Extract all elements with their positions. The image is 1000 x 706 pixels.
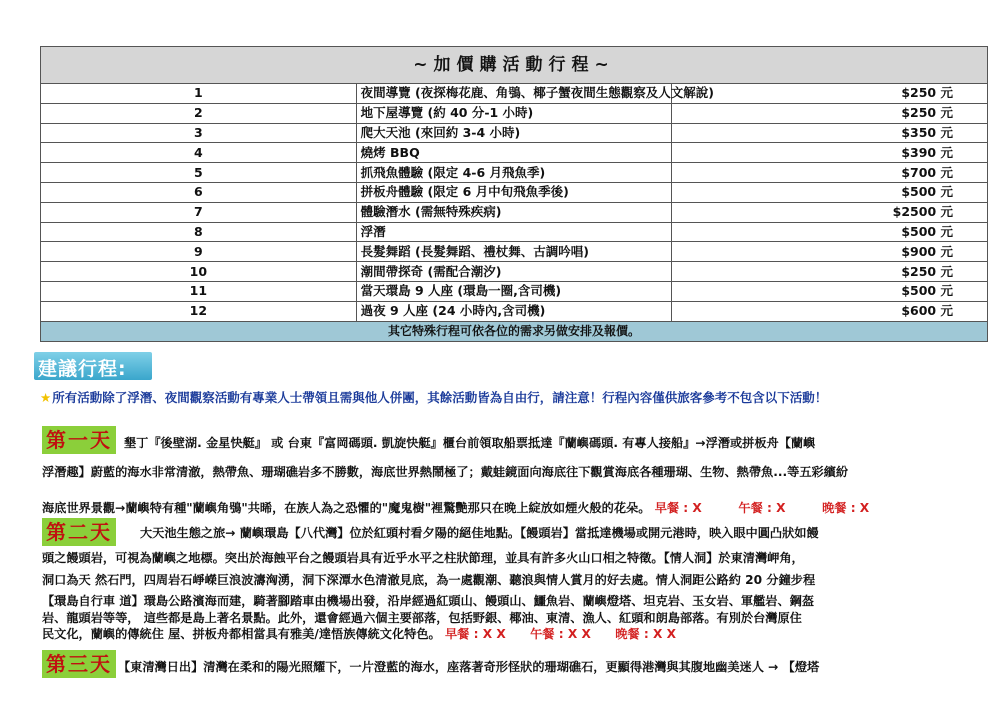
row-number: 11	[41, 281, 357, 301]
day1-line-3	[42, 499, 869, 516]
notice-text: 所有活動除了浮潛、夜間觀察活動有專業人士帶領且需與他人併團，其餘活動皆為自由行，請注意！行程內容僅供旅客參考不包含以下活動！	[52, 390, 828, 405]
row-number: 10	[41, 262, 357, 282]
day3-line-1: 【東清灣日出】清灣在柔和的陽光照耀下，一片澄藍的海水，座落著奇形怪狀的珊瑚礁石，更顯得港灣與其腹地幽美迷人 → 【燈塔	[118, 660, 820, 674]
table-row	[41, 281, 988, 301]
day2-line-3: 洞口為天 然石門，四周岩石崢嶸巨浪波濤洶湧，洞下深潭水色清澈見底，為一處觀潮、聽浪與情人賞月的好去處。情人洞距公路約 20 分鐘步程	[42, 573, 816, 587]
day2-badge: 第二天	[42, 518, 116, 546]
row-number: 12	[41, 301, 357, 321]
day2-text-6: 民文化，蘭嶼的傳統住 屋、拼板舟都相當具有雅美/達悟族傳統文化特色。	[42, 627, 441, 641]
activity-notice	[40, 388, 827, 406]
table-footer-row	[41, 321, 988, 341]
day1-meals: 早餐 : X 午餐 : X 晚餐 : X	[654, 501, 870, 515]
row-price: $500 元	[672, 182, 988, 202]
table-row	[41, 262, 988, 282]
row-price: $350 元	[672, 123, 988, 143]
table-row	[41, 202, 988, 222]
day1-text-3: 海底世界景觀→蘭嶼特有種"蘭嶼角鴞"共晞，在族人為之恐懼的"魔鬼樹"裡驚艷那只在晚上綻放如煙火般的花朵。	[42, 501, 651, 515]
day2-meals: 早餐 : X X 午餐 : X X 晚餐 : X X	[444, 627, 677, 641]
table-row	[41, 84, 988, 104]
row-price: $600 元	[672, 301, 988, 321]
table-row	[41, 222, 988, 242]
row-item: 當天環島 9 人座 (環島一圈,含司機)	[356, 281, 672, 301]
day2-line-2: 頭之饅頭岩，可視為蘭嶼之地標。突出於海蝕平台之饅頭岩具有近乎水平之柱狀節理，並具有許多火山口相之特徵。【情人洞】於東清灣岬角，	[42, 551, 804, 565]
row-number: 7	[41, 202, 357, 222]
day1-line-1: 墾丁『後壁湖. 金星快艇』 或 台東『富岡碼頭. 凱旋快艇』櫃台前領取船票抵達『蘭嶼碼頭. 有專人接船』→浮潛或拼板舟【蘭嶼	[124, 436, 816, 450]
row-item: 體驗潛水 (需無特殊疾病)	[356, 202, 672, 222]
row-item: 燒烤 BBQ	[356, 143, 672, 163]
row-price: $250 元	[672, 103, 988, 123]
day2-line-6	[42, 625, 676, 642]
table-row	[41, 143, 988, 163]
table-row	[41, 301, 988, 321]
table-row	[41, 182, 988, 202]
row-number: 3	[41, 123, 357, 143]
row-number: 1	[41, 84, 357, 104]
day3-badge: 第三天	[42, 650, 116, 678]
row-price: $250 元	[672, 262, 988, 282]
suggested-itinerary-heading	[34, 352, 152, 380]
row-price: $900 元	[672, 242, 988, 262]
row-item: 抓飛魚體驗 (限定 4-6 月飛魚季)	[356, 163, 672, 183]
row-price: $2500 元	[672, 202, 988, 222]
star-icon: ★	[40, 390, 52, 405]
row-item: 過夜 9 人座 (24 小時內,含司機)	[356, 301, 672, 321]
day1-badge: 第一天	[42, 426, 116, 454]
table-row	[41, 103, 988, 123]
table-row	[41, 123, 988, 143]
row-number: 6	[41, 182, 357, 202]
row-item: 地下屋導覽 (約 40 分-1 小時)	[356, 103, 672, 123]
row-number: 4	[41, 143, 357, 163]
row-item: 長髮舞蹈 (長髮舞蹈、禮杖舞、古調吟唱)	[356, 242, 672, 262]
table-title: ~加價購活動行程~	[41, 47, 988, 84]
row-price: $700 元	[672, 163, 988, 183]
table-footer-note: 其它特殊行程可依各位的需求另做安排及報價。	[41, 321, 988, 341]
row-price: $250 元	[672, 84, 988, 104]
row-item: 拼板舟體驗 (限定 6 月中旬飛魚季後)	[356, 182, 672, 202]
table-row	[41, 242, 988, 262]
row-item: 夜間導覽 (夜探梅花鹿、角鴞、椰子蟹夜間生態觀察及人文解說)	[356, 84, 672, 104]
table-header-row	[41, 47, 988, 84]
row-number: 5	[41, 163, 357, 183]
day2-line-4: 【環島自行車 道】環島公路濱海而建，騎著腳踏車由機場出發，沿岸經過紅頭山、饅頭山、鱷魚岩、蘭嶼燈塔、坦克岩、玉女岩、軍艦岩、鋼盔	[42, 594, 815, 608]
row-price: $390 元	[672, 143, 988, 163]
day2-line-1: 大天池生態之旅→ 蘭嶼環島【八代灣】位於紅頭村看夕陽的絕佳地點。【饅頭岩】當抵達機場或開元港時，映入眼中圓凸狀如饅	[140, 526, 819, 540]
table-row	[41, 163, 988, 183]
row-price: $500 元	[672, 281, 988, 301]
row-item: 潮間帶探奇 (需配合潮汐)	[356, 262, 672, 282]
row-price: $500 元	[672, 222, 988, 242]
row-item: 爬大天池 (來回約 3-4 小時)	[356, 123, 672, 143]
day1-line-2: 浮潛趣】蔚藍的海水非常清澈，熱帶魚、珊瑚礁岩多不勝數，海底世界熱鬧極了；戴蛙鏡面向海底往下觀賞海底各種珊瑚、生物、熱帶魚...等五彩繽紛	[42, 465, 849, 479]
row-number: 2	[41, 103, 357, 123]
day2-line-5: 岩、龍頭岩等等， 這些都是島上著名景點。此外，還會經過六個主要部落，包括野銀、椰油、東清、漁人、紅頭和朗島部落。有別於台灣原住	[42, 611, 802, 625]
suggested-itinerary-title: 建議行程:	[38, 358, 127, 380]
row-number: 8	[41, 222, 357, 242]
row-number: 9	[41, 242, 357, 262]
row-item: 浮潛	[356, 222, 672, 242]
addon-price-table	[40, 46, 988, 342]
